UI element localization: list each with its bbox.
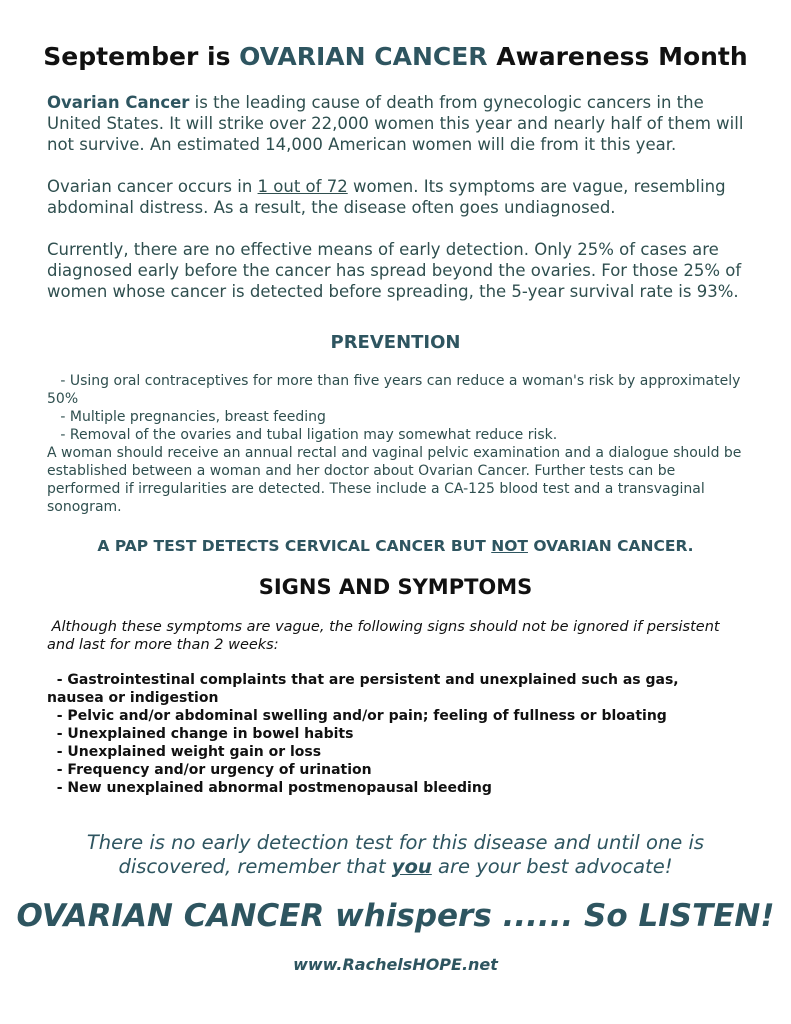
symptom-item: - Pelvic and/or abdominal swelling and/or pain; feeling of fullness or bloating bbox=[47, 708, 667, 724]
intro-bold-term: Ovarian Cancer bbox=[47, 93, 190, 112]
prevention-item: - Using oral contraceptives for more than five years can reduce a woman's risk by approximately 50% bbox=[47, 373, 745, 407]
advocate-line-2-post: are your best advocate! bbox=[431, 855, 673, 878]
prevention-body: A woman should receive an annual rectal and vaginal pelvic examination and a dialogue should be established between a woman and her doctor about Ovarian Cancer. Further tests can be performed if irregularities are detected. These include a CA-125 blood test and a transvaginal sonogram. bbox=[47, 445, 742, 515]
whispers-slogan: OVARIAN CANCER whispers ...... So LISTEN! bbox=[16, 898, 775, 934]
advocate-you: you bbox=[391, 855, 432, 878]
pap-pre: A PAP TEST DETECTS CERVICAL CANCER BUT bbox=[97, 537, 492, 555]
intro-paragraph-1-text: is the leading cause of death from gynecologic cancers in the United States. It will strike over 22,000 women this year and nearly half of them will not survive. An estimated 14,000 American women will die from it this year. bbox=[47, 93, 744, 154]
pap-post: OVARIAN CANCER. bbox=[527, 537, 694, 555]
symptom-item: - Unexplained change in bowel habits bbox=[47, 726, 354, 742]
intro-paragraph-1 bbox=[47, 92, 752, 155]
advocate-message bbox=[0, 831, 791, 879]
pap-test-notice bbox=[0, 537, 791, 555]
page-title bbox=[0, 42, 791, 71]
intro-paragraph-3: Currently, there are no effective means of early detection. Only 25% of cases are diagnosed early before the cancer has spread beyond the ovaries. For those 25% of women whose cancer is detected before spreading, the 5-year survival rate is 93%. bbox=[47, 240, 742, 301]
prevention-item: - Multiple pregnancies, breast feeding bbox=[47, 409, 326, 425]
intro-paragraph-2-post: women. Its symptoms are vague, resembling abdominal distress. As a result, the disease often goes undiagnosed. bbox=[47, 177, 726, 217]
symptoms-list bbox=[47, 671, 737, 797]
signs-intro: Although these symptoms are vague, the following signs should not be ignored if persistent and last for more than 2 weeks: bbox=[47, 619, 725, 653]
symptom-item: - Unexplained weight gain or loss bbox=[47, 744, 322, 760]
intro-paragraph-2-pre: Ovarian cancer occurs in bbox=[47, 177, 258, 196]
symptom-item: - New unexplained abnormal postmenopausal bleeding bbox=[47, 780, 492, 796]
prevention-item: - Removal of the ovaries and tubal ligation may somewhat reduce risk. bbox=[47, 427, 558, 443]
title-accent: OVARIAN CANCER bbox=[239, 42, 488, 71]
signs-heading: SIGNS AND SYMPTOMS bbox=[258, 575, 533, 599]
symptom-item: - Frequency and/or urgency of urination bbox=[47, 762, 372, 778]
intro-paragraph-2 bbox=[47, 176, 752, 218]
prevention-section bbox=[47, 372, 747, 516]
advocate-line-1: There is no early detection test for this disease and until one is bbox=[86, 831, 705, 854]
advocate-line-2-pre: discovered, remember that bbox=[118, 855, 392, 878]
website-link[interactable]: www.RachelsHOPE.net bbox=[293, 955, 498, 974]
symptom-item: - Gastrointestinal complaints that are persistent and unexplained such as gas, nausea or indigestion bbox=[47, 672, 684, 706]
prevention-heading: PREVENTION bbox=[330, 332, 461, 353]
title-prefix: September is bbox=[43, 42, 240, 71]
title-suffix: Awareness Month bbox=[487, 42, 748, 71]
pap-not: NOT bbox=[491, 537, 528, 555]
incidence-ratio: 1 out of 72 bbox=[257, 177, 348, 196]
